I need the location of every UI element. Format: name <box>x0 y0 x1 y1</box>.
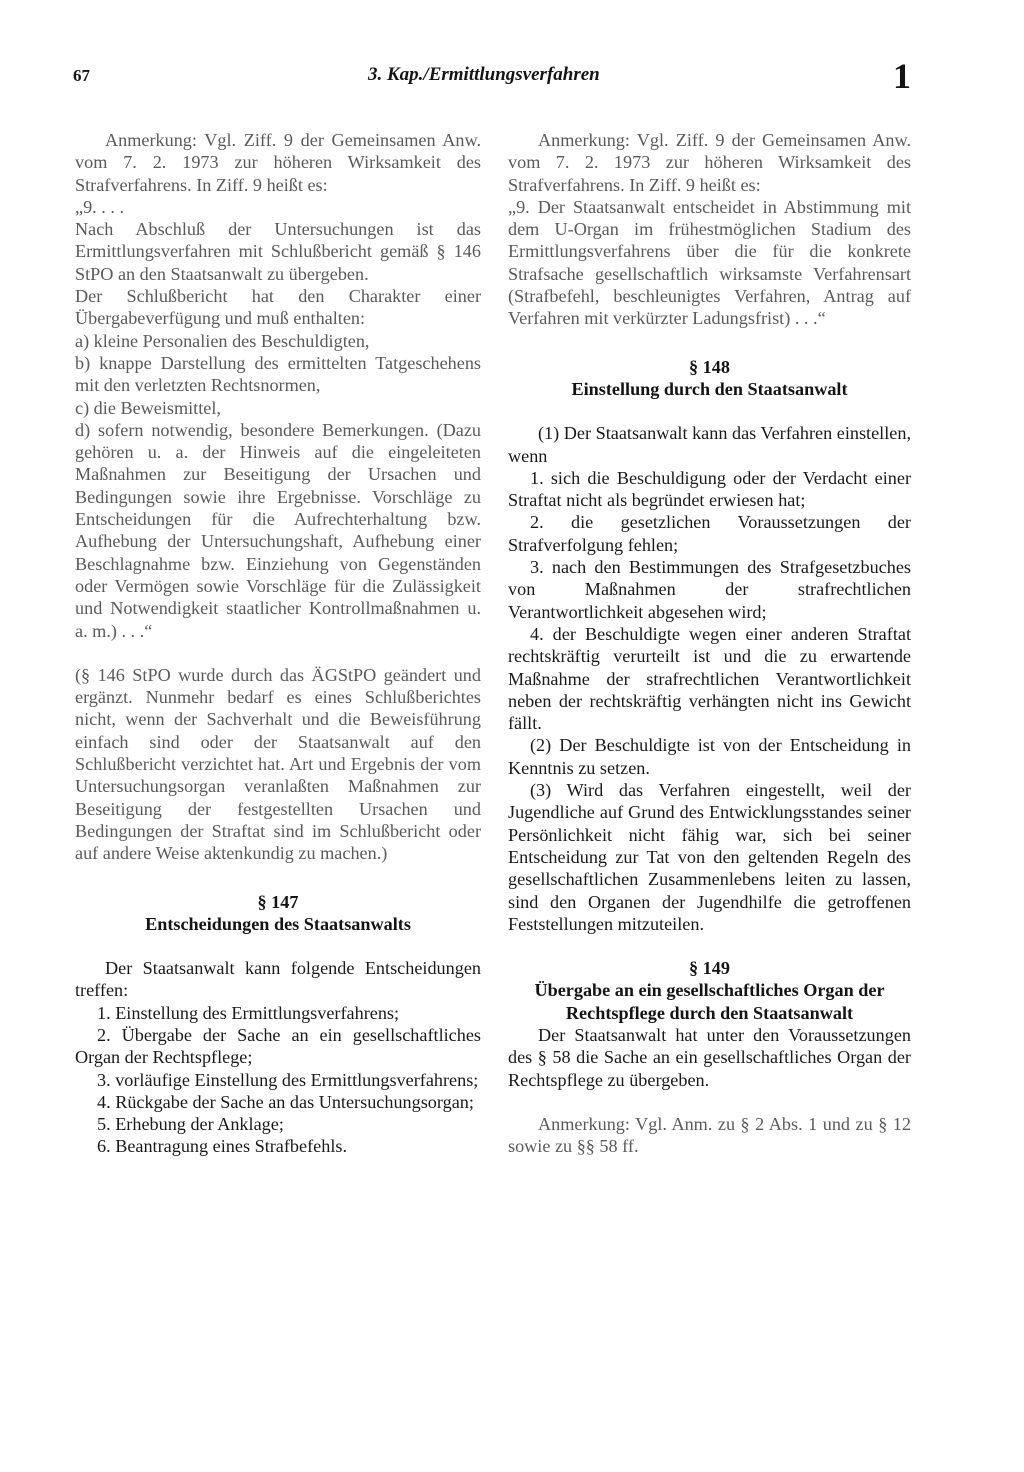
list-item: 2. Übergabe der Sache an ein gesellschaftliches Organ der Rechtspflege; <box>75 1024 481 1068</box>
list-item: b) knappe Darstellung des ermittelten Tatgeschehens mit den verletzten Rechtsnormen, <box>75 352 481 396</box>
list-item: a) kleine Personalien des Beschuldigten, <box>75 330 370 351</box>
section-number: § 149 <box>689 958 730 979</box>
section-text: (1) Der Staatsanwalt kann das Verfahren einstellen, wenn <box>508 423 911 466</box>
quote-paragraph: „9. Der Staatsanwalt entscheidet in Abstimmung mit dem U-Organ im frühestmöglichen Stadium des Ermittlungsverfahrens über die für die konkrete Strafsache gesellschaftlich wirksamste Verfahrensart (Strafbefehl, beschleunigtes Verfahren, Antrag auf Verfahren mit verkürzter Ladungsfrist) . . .“ <box>508 196 911 329</box>
section-text: (2) Der Beschuldigte ist von der Entscheidung in Kenntnis zu setzen. <box>508 735 911 778</box>
list-item: c) die Beweismittel, <box>75 397 221 418</box>
section-number: § 147 <box>257 891 299 912</box>
list-item: 4. Rückgabe der Sache an das Untersuchungsorgan; <box>97 1091 474 1112</box>
running-title: 3. Kap./Ermittlungsverfahren <box>368 64 600 85</box>
section-number: § 148 <box>689 356 730 377</box>
list-item: 3. vorläufige Einstellung des Ermittlungsverfahrens; <box>97 1069 479 1090</box>
list-item: 1. sich die Beschuldigung oder der Verdacht einer Straftat nicht als begründet erwiesen hat; <box>508 467 911 511</box>
annotation-note: Anmerkung: Vgl. Anm. zu § 2 Abs. 1 und zu § 12 sowie zu §§ 58 ff. <box>508 1113 911 1157</box>
section-title: Übergabe an ein gesellschaftliches Organ der Rechtspflege durch den Staatsanwalt <box>534 980 885 1023</box>
list-item: 1. Einstellung des Ermittlungsverfahrens; <box>97 1002 400 1023</box>
list-item: 4. der Beschuldigte wegen einer anderen Straftat rechtskräftig verurteilt ist und die zu erwartende Maßnahme der strafrechtlichen Verantwortlichkeit neben der rechtskräftig verhängten nicht ins Gewicht fällt. <box>508 623 911 734</box>
section-title: Einstellung durch den Staatsanwalt <box>571 378 848 399</box>
list-item: d) sofern notwendig, besondere Bemerkungen. (Dazu gehören u. a. der Hinweis auf die eingeleiteten Maßnahmen zur Beseitigung der Ursachen und Bedingungen sowie ihre Ergebnisse. Vorschläge zu Entscheidungen für die Aufrechterhaltung bzw. Aufhebung der Untersuchungshaft, Aufhebung einer Beschlagnahme bzw. Einziehung von Gegenständen oder Vermögen sowie Vorschläge für die Zulässigkeit und Notwendigkeit staatlicher Kontrollmaßnahmen u. a. m.) . . .“ <box>75 419 481 641</box>
section-title: Entscheidungen des Staatsanwalts <box>145 913 411 934</box>
page-number: 67 <box>73 66 90 85</box>
list-item: 3. nach den Bestimmungen des Strafgesetzbuches von Maßnahmen der strafrechtlichen Verantwortlichkeit abgesehen wird; <box>508 557 911 622</box>
annotation-intro: Anmerkung: Vgl. Ziff. 9 der Gemeinsamen Anw. vom 7. 2. 1973 zur höheren Wirksamkeit des Strafverfahrens. In Ziff. 9 heißt es: <box>75 130 481 195</box>
quote-paragraph: Nach Abschluß der Untersuchungen ist das Ermittlungsverfahren mit Schlußbericht gemäß § 146 StPO an den Staatsanwalt zu übergeben. <box>75 219 481 284</box>
list-item: 2. die gesetzlichen Voraussetzungen der Strafverfolgung fehlen; <box>508 512 911 555</box>
right-column <box>508 129 911 1157</box>
amendment-remark: (§ 146 StPO wurde durch das ÄGStPO geändert und ergänzt. Nunmehr bedarf es eines Schlußberichtes nicht, wenn der Sachverhalt und die Beweisführung einfach sind oder der Staatsanwalt auf den Schlußbericht verzichtet hat. Art und Ergebnis der vom Untersuchungsorgan veranlaßten Maßnahmen zur Beseitigung der festgestellten Ursachen und Bedingungen der Straftat sind im Schlußbericht oder auf andere Weise aktenkundig zu machen.) <box>75 664 481 864</box>
list-item: 5. Erhebung der Anklage; <box>97 1114 284 1135</box>
section-text: (3) Wird das Verfahren eingestellt, weil der Jugendliche auf Grund des Entwicklungsstandes seiner Persönlichkeit nicht fähig war, sich bei seiner Entscheidung zur Tat von den geltenden Regeln des gesellschaftlichen Zusammenlebens leiten zu lassen, sind den Organen der Jugendhilfe die getroffenen Feststellungen mitzuteilen. <box>508 780 911 934</box>
chapter-number: 1 <box>893 56 911 96</box>
left-column <box>75 129 481 1158</box>
section-text: Der Staatsanwalt kann folgende Entscheidungen treffen: <box>75 958 481 1001</box>
quote-start: „9. . . . <box>75 196 124 217</box>
list-item: 6. Beantragung eines Strafbefehls. <box>97 1136 347 1157</box>
quote-paragraph: Der Schlußbericht hat den Charakter einer Übergabeverfügung und muß enthalten: <box>75 286 481 329</box>
annotation-intro: Anmerkung: Vgl. Ziff. 9 der Gemeinsamen Anw. vom 7. 2. 1973 zur höheren Wirksamkeit des Strafverfahrens. In Ziff. 9 heißt es: <box>508 130 911 195</box>
section-text: Der Staatsanwalt hat unter den Voraussetzungen des § 58 die Sache an ein gesellschaftliches Organ der Rechtspflege zu übergeben. <box>508 1024 911 1090</box>
